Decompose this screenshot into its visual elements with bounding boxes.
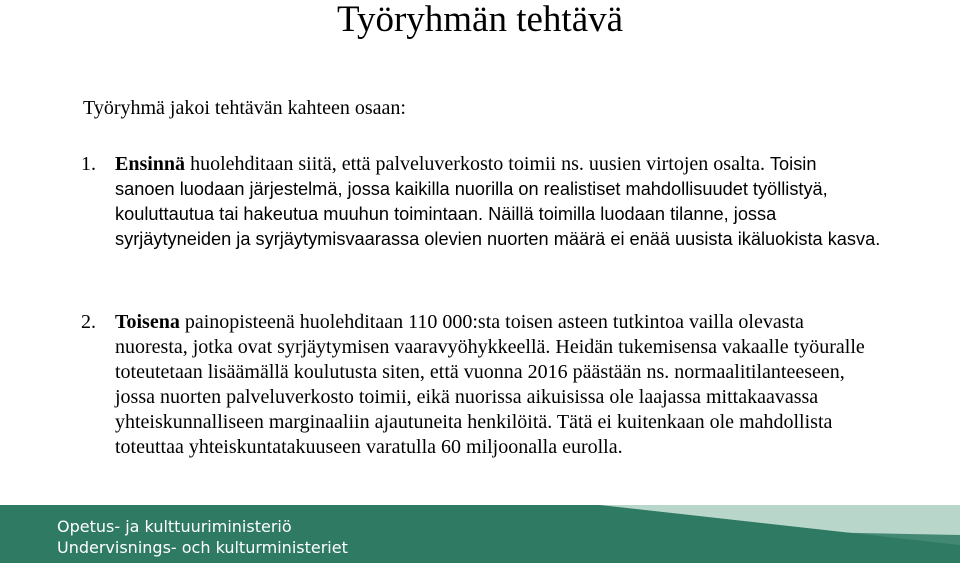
ministry-name [57,516,348,558]
ministry-name-swedish: Undervisnings- och kulturministeriet [57,538,348,557]
footer-banner [0,505,960,563]
list-item-1 [81,152,881,252]
slide-title: Työryhmän tehtävä [336,0,624,40]
item-paragraph [115,152,881,252]
item-lead-word: Toisena [115,311,180,333]
item-number: 1. [81,153,96,175]
item-lead-word: Ensinnä [115,153,186,175]
item-text-continued: Toisin sanoen luodaan järjestelmä, jossa kaikilla nuorilla on realistiset mahdollisuudet työllistyä, kouluttautua tai hakeutua muuhun toimintaan. Näillä toimilla luodaan tilanne, jossa syrjäytyneiden ja syrjäytymisvaarassa olevien nuorten määrä ei enää uusista ikäluokista kasva. [115,154,881,249]
item-text: huolehditaan siitä, että palveluverkosto toimii ns. uusien virtojen osalta. [185,153,770,175]
list-item-2 [81,310,881,460]
ministry-name-finnish: Opetus- ja kulttuuriministeriö [57,517,292,536]
item-text: painopisteenä huolehditaan 110 000:sta toisen asteen tutkintoa vailla olevasta nuoresta, jotka ovat syrjäytymisen vaaravyöhykkeellä. Heidän tukemisensa vakaalle työuralle toteutetaan lisäämällä koulutusta siten, että vuonna 2016 päästään ns. normaalitilanteeseen, jossa nuorten palveluverkosto toimii, eikä nuorissa aikuisissa ole laajassa mittakaavassa yhteiskunnalliseen marginaaliin ajautuneita henkilöitä. Tätä ei kuitenkaan ole mahdollista toteuttaa yhteiskuntatakuuseen varatulla 60 miljoonalla eurolla. [115,311,865,458]
intro-text: Työryhmä jakoi tehtävän kahteen osaan: [83,97,406,119]
item-number: 2. [81,311,96,333]
item-paragraph [115,310,881,460]
